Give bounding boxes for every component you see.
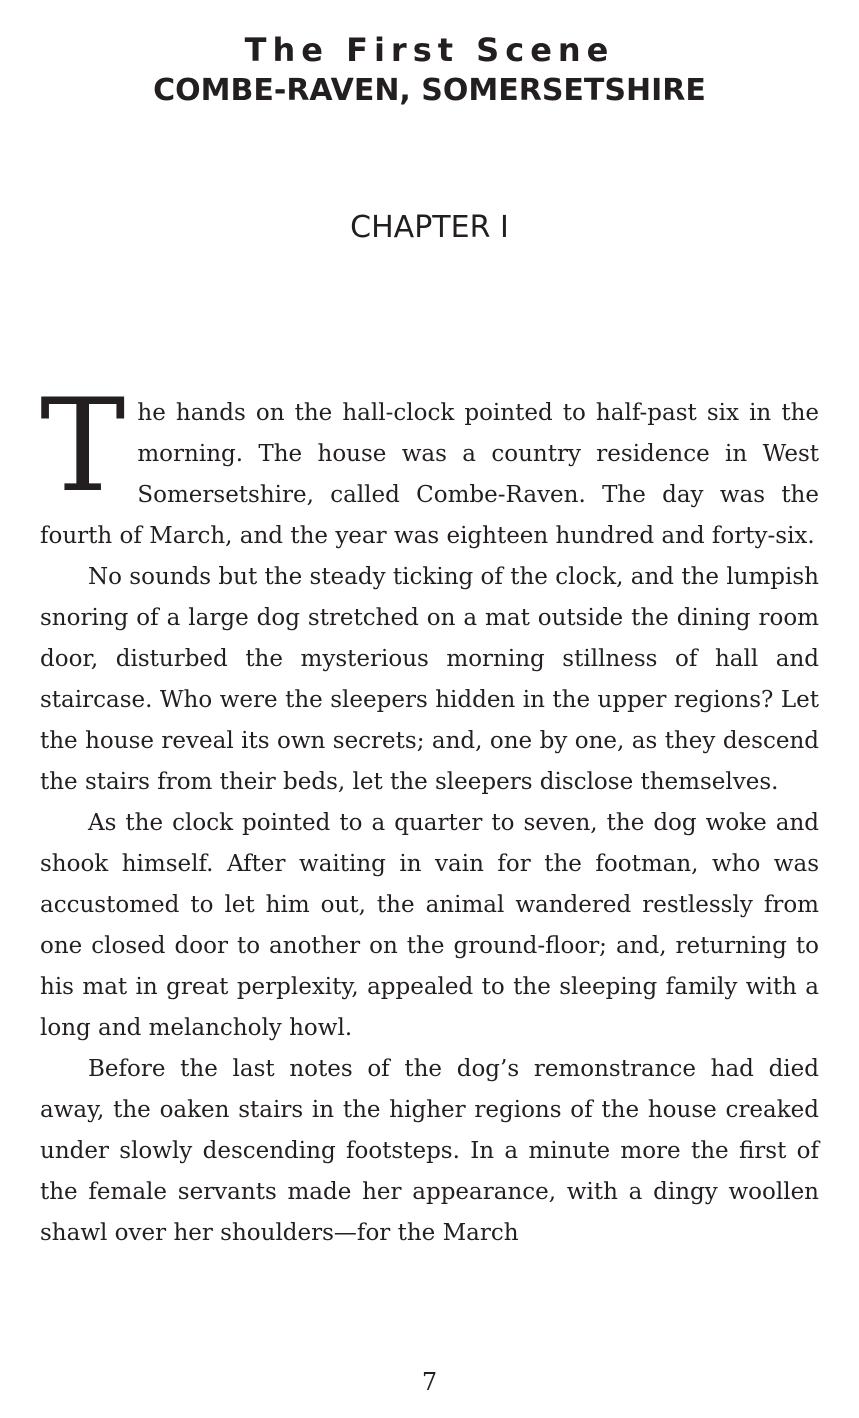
paragraph-4: Before the last notes of the dog’s remonstrance had died away, the oaken stairs in the higher regions of the house creaked under slowly descending footsteps. In a minute more the first of the female servants made her appearance, with a dingy woollen shawl over her shoulders—for the March xyxy=(40,1056,819,1246)
chapter-body xyxy=(40,372,819,1254)
paragraph-1-text: he hands on the hall-clock pointed to half-past six in the morning. The house was a country residence in West Somersetshire, called Combe-Raven. The day was the fourth of March, and the year was eighteen hundred and forty-six. xyxy=(40,400,819,549)
scene-title: The First Scene xyxy=(244,31,615,69)
paragraph-1 xyxy=(40,372,819,557)
chapter-heading: CHAPTER I xyxy=(350,210,509,245)
drop-cap: T xyxy=(40,372,126,521)
page-number: 7 xyxy=(421,1368,438,1396)
paragraph-3: As the clock pointed to a quarter to seven, the dog woke and shook himself. After waiting in vain for the footman, who was accustomed to let him out, the animal wandered restlessly from one closed door to another on the ground-floor; and, returning to his mat in great perplexity, appealed to the sleeping family with a long and melancholy howl. xyxy=(40,810,819,1041)
paragraph-2: No sounds but the steady ticking of the clock, and the lumpish snoring of a large dog stretched on a mat outside the dining room door, disturbed the mysterious morning stillness of hall and staircase. Who were the sleepers hidden in the upper regions? Let the house reveal its own secrets; and, one by one, as they descend the stairs from their beds, let the sleepers disclose themselves. xyxy=(40,564,819,795)
scene-subtitle: COMBE-RAVEN, SOMERSETSHIRE xyxy=(153,73,706,108)
